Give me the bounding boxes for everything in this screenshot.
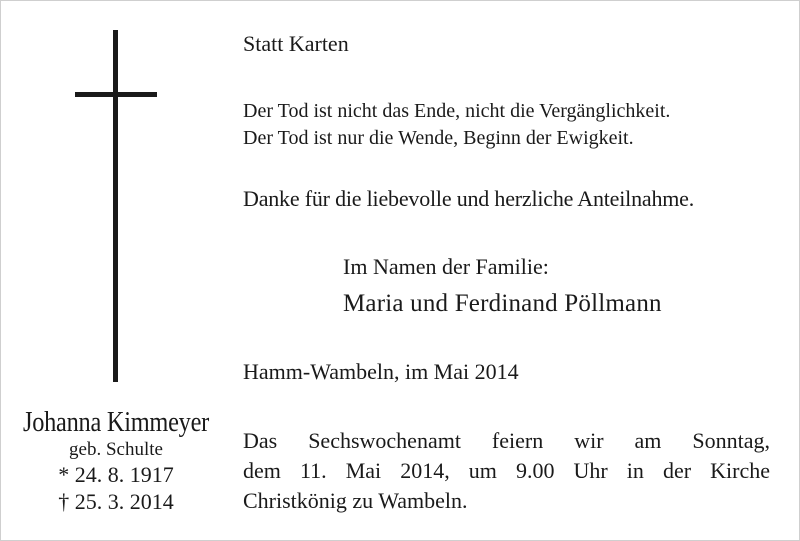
deceased-name: Johanna Kimmeyer: [22, 406, 210, 438]
signature-intro: Im Namen der Familie:: [343, 254, 549, 279]
poem: [243, 98, 670, 152]
signature-names: Maria und Ferdinand Pöllmann: [343, 290, 662, 317]
header-text: Statt Karten: [243, 31, 349, 56]
cross-vertical-bar: [113, 30, 118, 382]
poem-line: Der Tod ist nicht das Ende, nicht die Vergänglichkeit.: [243, 100, 671, 122]
service-announcement: [243, 426, 770, 516]
maiden-name: geb. Schulte: [69, 439, 163, 460]
poem-line: Der Tod ist nur die Wende, Beginn der Ewigkeit.: [243, 127, 634, 149]
service-line: Christkönig zu Wambeln.: [243, 488, 468, 513]
service-line: dem 11. Mai 2014, um 9.00 Uhr in der Kirche: [243, 458, 770, 483]
thanks-text: Danke für die liebevolle und herzliche Anteilnahme.: [243, 186, 695, 211]
cross-horizontal-bar: [75, 92, 157, 97]
service-line: Das Sechswochenamt feiern wir am Sonntag,: [243, 428, 770, 453]
birth-date: * 24. 8. 1917: [58, 462, 174, 487]
deceased-info: [0, 405, 232, 515]
death-date: † 25. 3. 2014: [58, 489, 174, 514]
place-date: Hamm-Wambeln, im Mai 2014: [243, 359, 519, 384]
